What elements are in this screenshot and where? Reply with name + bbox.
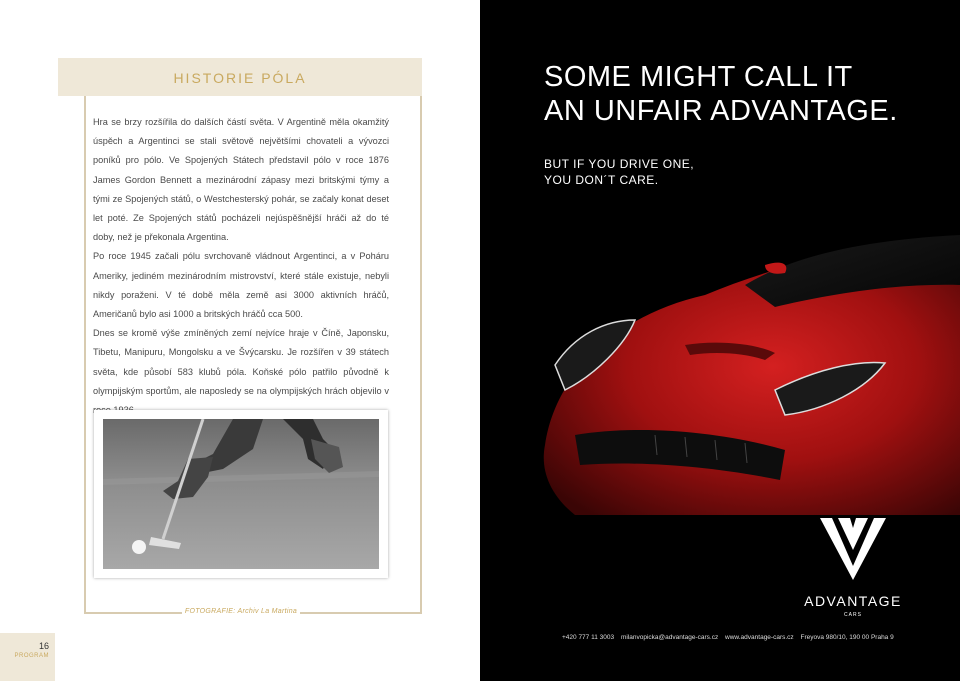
advantage-v-logo-icon <box>820 518 886 584</box>
polo-photo <box>94 410 388 578</box>
frame-line-right <box>420 96 422 612</box>
ad-subheadline-line: YOU DON´T CARE. <box>544 173 659 187</box>
contact-line <box>562 634 960 641</box>
contact-email[interactable]: milanvopicka@advantage-cars.cz <box>620 634 719 641</box>
ad-subheadline-line: BUT IF YOU DRIVE ONE, <box>544 157 695 171</box>
photo-caption: FOTOGRAFIE: Archiv La Martina <box>184 608 298 615</box>
ad-headline <box>544 60 944 128</box>
page-number: 16 <box>38 641 49 651</box>
frame-line-left <box>84 96 86 612</box>
contact-phone: +420 777 11 3003 <box>562 634 615 641</box>
section-title: HISTORIE PÓLA <box>173 70 307 86</box>
section-header <box>58 58 422 96</box>
red-sports-car-image <box>535 225 960 525</box>
brand-name: ADVANTAGE <box>804 593 902 609</box>
page-label: PROGRAM <box>14 653 49 659</box>
polo-photo-image <box>103 419 379 569</box>
ad-headline-line: SOME MIGHT CALL IT <box>544 61 853 93</box>
ad-headline-line: AN UNFAIR ADVANTAGE. <box>544 95 898 127</box>
paragraph: Hra se brzy rozšířila do dalších částí světa. V Argentině měla okamžitý úspěch a Argentinci se stali světově největšími chovateli a vývozci poníků pro pólo. Ve Spojených Státech představil pólo v roce 1876 James Gordon Bennett a mezinárodní zápasy mezi britskými týmy a tými ze Spojených států, o Westchesterský pohár, se začaly konat deset let poté. Ze Spojených států pocházeli nejúspěšnější hráči až do té doby, než je překonala Argentina. <box>93 117 389 243</box>
page-tab <box>0 633 55 681</box>
frame-line-bottom-left <box>84 612 182 614</box>
frame-line-bottom-right <box>300 612 422 614</box>
paragraph: Dnes se kromě výše zmíněných zemí nejvíce hraje v Číně, Japonsku, Tibetu, Manipuru, Mongolsku a ve Švýcarsku. Je rozšířen v 39 státech světa, kde působí 583 klubů póla. Koňské pólo patřilo původně k olympijským sportům, ale naposledy se na olympijských hrách objevilo v <box>93 328 389 396</box>
paragraph: Po roce 1945 začali pólu svrchovaně vládnout Argentinci, a v Poháru Ameriky, jediném mezinárodním mistrovství, které stále existuje, nebyli nikdy poraženi. V té době měla země asi 3000 aktivních hráčů, Američanů bylo asi 1000 a britských hráčů cca 500. <box>93 251 389 320</box>
ad-subheadline <box>544 156 844 188</box>
contact-website[interactable]: www.advantage-cars.cz <box>725 634 794 641</box>
contact-address: Freyova 980/10, 190 00 Praha 9 <box>800 634 894 641</box>
brand-subtitle: CARS <box>844 612 862 618</box>
article-body <box>93 113 389 420</box>
advertisement-page <box>480 0 960 681</box>
